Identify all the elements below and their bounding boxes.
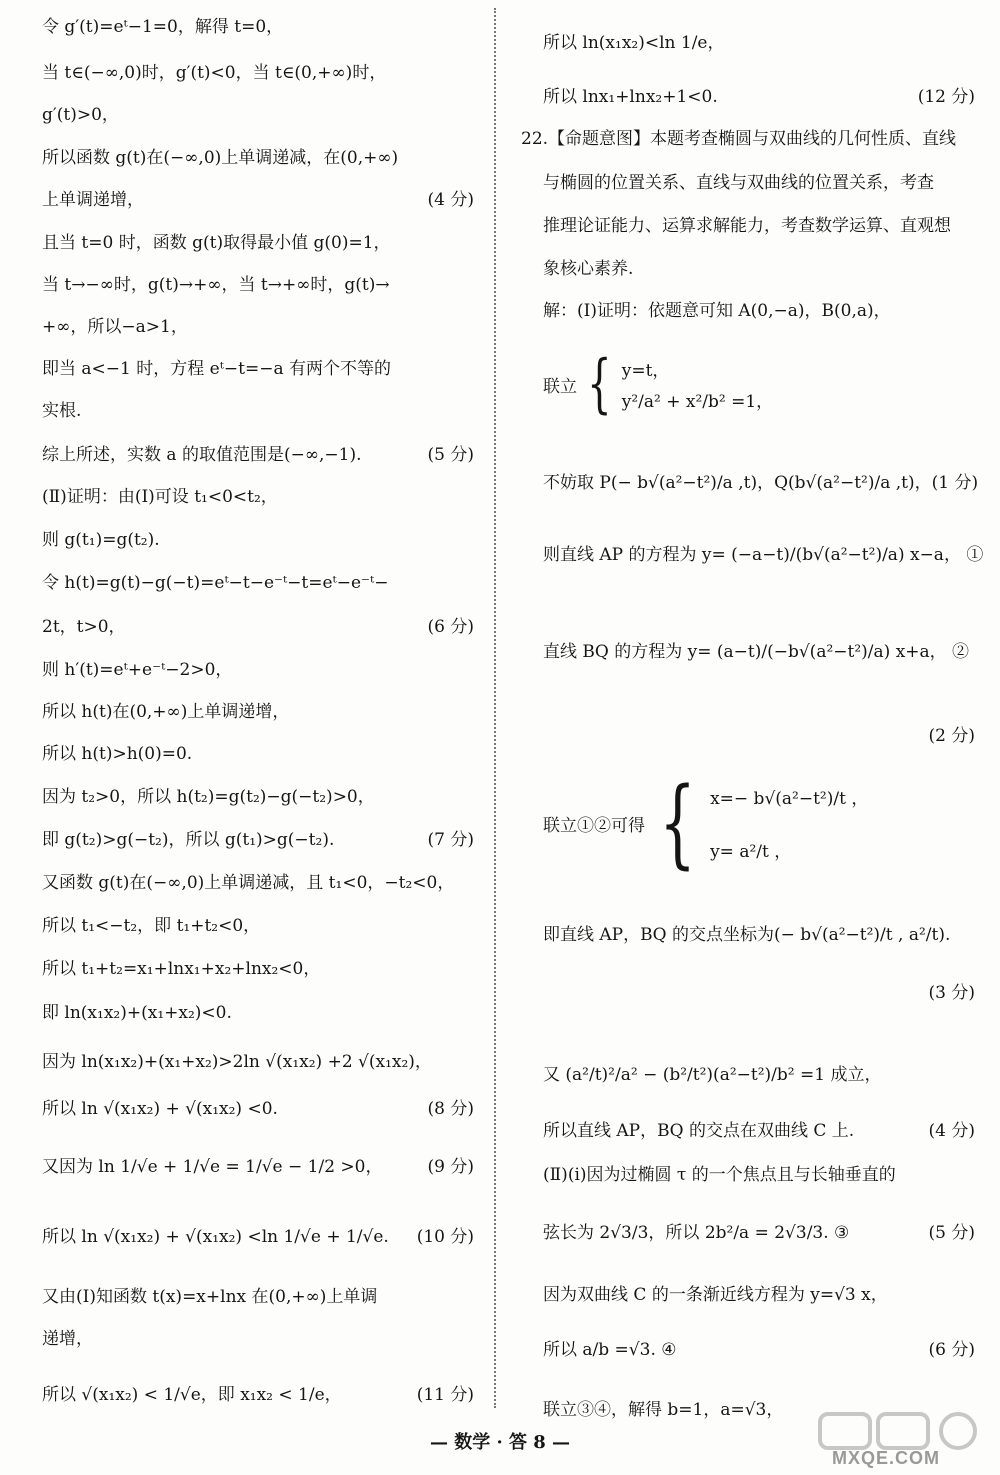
solution-line: 因为 ln(x₁x₂)+(x₁+x₂)>2ln √(x₁x₂) +2 √(x₁x₂)， (42, 1052, 432, 1072)
solution-line: 所以函数 g(t)在(−∞,0)上单调递减，在(0,+∞) (42, 148, 399, 168)
solution-line: 所以 t₁<−t₂，即 t₁+t₂<0， (42, 916, 261, 936)
solution-line: 则 g(t₁)=g(t₂). (42, 530, 160, 550)
solution-line: 所以 ln √(x₁x₂) + √(x₁x₂) <0. (8 分) (42, 1099, 474, 1119)
solution-line: 弦长为 2√3/3，所以 2b²/a = 2√3/3. ③ (5 分) (543, 1223, 975, 1243)
solution-line: (Ⅱ)(ⅰ)因为过椭圆 τ 的一个焦点且与长轴垂直的 (543, 1165, 896, 1185)
solution-line: (Ⅱ)证明：由(Ⅰ)可设 t₁<0<t₂， (42, 487, 278, 507)
system-label: 联立①②可得 (543, 815, 645, 836)
solution-line: 当 t→−∞时，g(t)→+∞，当 t→+∞时，g(t)→ (42, 275, 390, 295)
solution-line: 所以 h(t)在(0,+∞)上单调递增， (42, 702, 290, 722)
solution-line: 所以直线 AP，BQ 的交点在双曲线 C 上. (4 分) (543, 1121, 975, 1141)
system-equation: x=− b√(a²−t²)/t ， (710, 789, 869, 809)
solution-line: (3 分) (928, 983, 975, 1003)
solution-line: 直线 BQ 的方程为 y= (a−t)/(−b√(a²−t²)/a) x+a， ② (543, 642, 970, 662)
problem-22-heading: 22.【命题意图】本题考查椭圆与双曲线的几何性质、直线 (521, 129, 957, 149)
left-brace-icon: { (587, 347, 612, 421)
solution-line: 象核心素养. (543, 259, 634, 279)
solution-line: 且当 t=0 时，函数 g(t)取得最小值 g(0)=1， (42, 233, 391, 253)
solution-line: 令 g′(t)=eᵗ−1=0，解得 t=0， (42, 17, 284, 37)
solution-line: 与椭圆的位置关系、直线与双曲线的位置关系，考查 (543, 173, 934, 193)
solution-line: 递增， (42, 1329, 93, 1349)
solution-line: 所以 √(x₁x₂) < 1/√e，即 x₁x₂ < 1/e， (11 分) (42, 1385, 474, 1405)
solution-line: 2t，t>0， (6 分) (42, 617, 474, 637)
system-equation: y=t， (621, 361, 670, 381)
solution-line: (2 分) (928, 726, 975, 746)
solution-line: g′(t)>0， (42, 105, 119, 125)
column-divider (494, 8, 496, 1408)
solution-line: 推理论证能力、运算求解能力，考查数学运算、直观想 (543, 216, 951, 236)
page-footer: — 数学 · 答 8 — (429, 1432, 571, 1453)
solution-line: 所以 lnx₁+lnx₂+1<0. (12 分) (543, 87, 975, 107)
solution-line: 又因为 ln 1/√e + 1/√e = 1/√e − 1/2 >0， (9 分) (42, 1157, 474, 1177)
solution-line: 则直线 AP 的方程为 y= (−a−t)/(b√(a²−t²)/a) x−a， ① (543, 545, 984, 565)
solution-line: 综上所述，实数 a 的取值范围是(−∞,−1). (5 分) (42, 445, 474, 465)
system-equation: y²/a² + x²/b² =1， (621, 392, 774, 412)
solution-line: 即当 a<−1 时，方程 eᵗ−t=−a 有两个不等的 (42, 359, 392, 379)
equation-system-2 (543, 764, 975, 882)
solution-line: +∞，所以−a>1， (42, 317, 188, 337)
equation-system-1 (543, 336, 975, 432)
solution-line: 所以 ln √(x₁x₂) + √(x₁x₂) <ln 1/√e + 1/√e. (10 分) (42, 1227, 474, 1247)
solution-line: 不妨取 P(− b√(a²−t²)/a ,t)，Q(b√(a²−t²)/a ,t)， (1 分) (543, 473, 979, 493)
system-equation: y= a²/t ， (710, 842, 792, 862)
solution-line: 所以 a/b =√3. ④ (6 分) (543, 1340, 975, 1360)
solution-line: 又函数 g(t)在(−∞,0)上单调递减，且 t₁<0，−t₂<0， (42, 873, 455, 893)
solution-line: 即 ln(x₁x₂)+(x₁+x₂)<0. (42, 1003, 232, 1023)
solution-line: 又由(Ⅰ)知函数 t(x)=x+lnx 在(0,+∞)上单调 (42, 1287, 378, 1307)
solution-line: 实根. (42, 401, 82, 421)
solution-line: 因为双曲线 C 的一条渐近线方程为 y=√3 x， (543, 1285, 888, 1305)
solution-line: 当 t∈(−∞,0)时，g′(t)<0，当 t∈(0,+∞)时， (42, 63, 387, 83)
solution-line: 所以 t₁+t₂=x₁+lnx₁+x₂+lnx₂<0， (42, 959, 321, 979)
solution-line: 所以 h(t)>h(0)=0. (42, 744, 193, 764)
solution-line: 解：(Ⅰ)证明：依题意可知 A(0,−a)，B(0,a)， (543, 301, 891, 321)
solution-line: 则 h′(t)=eᵗ+e⁻ᵗ−2>0， (42, 660, 233, 680)
solution-line: 所以 ln(x₁x₂)<ln 1/e， (543, 33, 725, 53)
left-brace-icon: { (659, 767, 696, 879)
system-label: 联立 (543, 376, 577, 397)
solution-line: 即直线 AP，BQ 的交点坐标为(− b√(a²−t²)/t , a²/t). (543, 925, 951, 945)
watermark-text: MXQE.COM (832, 1448, 941, 1468)
solution-line: 联立③④，解得 b=1，a=√3， (543, 1400, 784, 1420)
solution-line: 上单调递增， (4 分) (42, 190, 474, 210)
solution-line: 又 (a²/t)²/a² − (b²/t²)(a²−t²)/b² =1 成立， (543, 1065, 882, 1085)
solution-line: 因为 t₂>0，所以 h(t₂)=g(t₂)−g(−t₂)>0， (42, 787, 375, 807)
solution-line: 即 g(t₂)>g(−t₂)，所以 g(t₁)>g(−t₂). (7 分) (42, 830, 474, 850)
solution-line: 令 h(t)=g(t)−g(−t)=eᵗ−t−e⁻ᵗ−t=eᵗ−e⁻ᵗ− (42, 573, 389, 593)
